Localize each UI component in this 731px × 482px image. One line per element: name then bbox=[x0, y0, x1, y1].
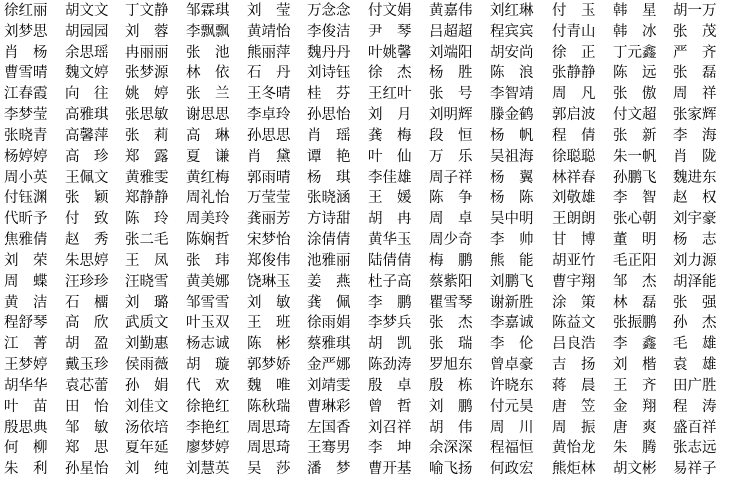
name-cell: 周美玲 bbox=[186, 211, 230, 228]
name-cell: 张志远 bbox=[673, 440, 717, 457]
name-cell: 王媛 bbox=[368, 190, 426, 207]
name-cell: 周少奇 bbox=[429, 232, 473, 249]
name-cell: 余深深 bbox=[429, 440, 473, 457]
name-cell: 王班 bbox=[247, 315, 305, 332]
name-cell: 徐红丽 bbox=[4, 3, 48, 19]
name-cell: 滕金鹤 bbox=[490, 107, 534, 124]
name-cell: 胡泽能 bbox=[673, 273, 717, 290]
name-cell: 熊炬林 bbox=[552, 461, 596, 478]
name-cell: 李嘉诚 bbox=[490, 315, 534, 332]
name-cell: 朱一帆 bbox=[613, 148, 657, 165]
name-cell: 张振鹏 bbox=[613, 315, 657, 332]
name-cell: 夏年延 bbox=[125, 440, 169, 457]
name-cell: 张二毛 bbox=[125, 232, 169, 249]
name-cell: 夏谦 bbox=[186, 148, 244, 165]
name-cell: 程舒琴 bbox=[4, 315, 48, 332]
name-cell: 丁元鑫 bbox=[613, 44, 657, 61]
name-cell: 曹雪晴 bbox=[4, 65, 48, 82]
name-cell: 刘莹 bbox=[247, 3, 305, 19]
name-cell: 武质文 bbox=[125, 315, 169, 332]
name-cell: 肖陇 bbox=[673, 148, 731, 165]
name-cell: 朱利 bbox=[4, 461, 62, 478]
name-cell: 孙星怡 bbox=[65, 461, 109, 478]
name-cell: 刘梦思 bbox=[4, 23, 48, 40]
name-cell: 焦雅倩 bbox=[4, 232, 48, 249]
name-cell: 盛百祥 bbox=[673, 419, 717, 436]
name-cell: 杨琪 bbox=[307, 169, 365, 186]
name-cell: 邹霖琪 bbox=[186, 3, 230, 19]
name-cell: 刘端阳 bbox=[429, 44, 473, 61]
name-cell: 殷栋 bbox=[429, 377, 487, 394]
name-cell: 陈浪 bbox=[490, 65, 548, 82]
name-cell: 胡冉 bbox=[368, 211, 426, 228]
name-cell: 杨帆 bbox=[490, 127, 548, 144]
name-cell: 徐聪聪 bbox=[552, 148, 596, 165]
name-cell: 王齐 bbox=[613, 377, 671, 394]
name-cell: 张晓涵 bbox=[307, 190, 351, 207]
name-cell: 万莹莹 bbox=[247, 190, 291, 207]
name-cell: 曾哲 bbox=[368, 398, 426, 415]
name-row bbox=[0, 458, 728, 482]
name-cell: 曹宇翔 bbox=[552, 273, 596, 290]
name-cell: 刘蓉 bbox=[125, 23, 183, 40]
name-cell: 付玉 bbox=[552, 3, 610, 19]
name-cell: 谢思思 bbox=[186, 107, 230, 124]
name-cell: 代欢 bbox=[186, 377, 244, 394]
name-cell: 池雅丽 bbox=[307, 252, 351, 269]
name-cell: 程倩 bbox=[552, 127, 610, 144]
name-cell: 刘明辉 bbox=[429, 107, 473, 124]
name-cell: 张兰 bbox=[186, 86, 244, 103]
name-cell: 杜子高 bbox=[368, 273, 412, 290]
name-cell: 余思瑶 bbox=[65, 44, 109, 61]
name-cell: 郭启波 bbox=[552, 107, 596, 124]
name-cell: 徐雨娟 bbox=[307, 315, 351, 332]
name-cell: 殷思典 bbox=[4, 419, 48, 436]
name-cell: 黄嘉伟 bbox=[429, 3, 473, 19]
name-cell: 许晓东 bbox=[490, 377, 534, 394]
name-cell: 李梦兵 bbox=[368, 315, 412, 332]
name-cell: 瞿雪琴 bbox=[429, 294, 473, 311]
name-cell: 黄靖怡 bbox=[247, 23, 291, 40]
name-cell: 龚佩 bbox=[307, 294, 365, 311]
name-cell: 赵权 bbox=[673, 190, 731, 207]
name-cell: 高馨萍 bbox=[65, 127, 109, 144]
name-cell: 张晓青 bbox=[4, 127, 48, 144]
name-cell: 周思琦 bbox=[247, 419, 291, 436]
name-cell: 姜燕 bbox=[307, 273, 365, 290]
name-cell: 万乐 bbox=[429, 148, 487, 165]
name-cell: 袁雄 bbox=[673, 357, 731, 374]
name-cell: 刘勤惠 bbox=[125, 336, 169, 353]
name-cell: 张瑞 bbox=[429, 336, 487, 353]
name-cell: 高琳 bbox=[186, 127, 244, 144]
name-cell: 刘鹏 bbox=[429, 398, 487, 415]
name-cell: 魏丹丹 bbox=[307, 44, 351, 61]
name-cell: 曾卓豪 bbox=[490, 357, 534, 374]
name-cell: 杨胜 bbox=[429, 65, 487, 82]
name-cell: 周祥 bbox=[673, 86, 731, 103]
name-cell: 王冬晴 bbox=[247, 86, 291, 103]
name-cell: 王红叶 bbox=[368, 86, 412, 103]
name-cell: 叶姚馨 bbox=[368, 44, 412, 61]
name-cell: 饶琳玉 bbox=[247, 273, 291, 290]
name-cell: 李卓玲 bbox=[247, 107, 291, 124]
name-cell: 陈秋瑞 bbox=[247, 398, 291, 415]
name-cell: 宋梦怡 bbox=[247, 232, 291, 249]
name-cell: 黄红梅 bbox=[186, 169, 230, 186]
name-cell: 石丹 bbox=[247, 65, 305, 82]
name-cell: 胡盈 bbox=[65, 336, 123, 353]
name-cell: 陈争 bbox=[429, 190, 487, 207]
name-cell: 刘佳文 bbox=[125, 398, 169, 415]
name-cell: 胡华华 bbox=[4, 377, 48, 394]
name-cell: 刘月 bbox=[368, 107, 426, 124]
name-cell: 蔡紫阳 bbox=[429, 273, 473, 290]
name-cell: 周子祥 bbox=[429, 169, 473, 186]
name-cell: 杨婷婷 bbox=[4, 148, 48, 165]
name-cell: 孙娟 bbox=[125, 377, 183, 394]
name-cell: 袁芯蕾 bbox=[65, 377, 109, 394]
name-cell: 肖黛 bbox=[247, 148, 305, 165]
name-cell: 董明 bbox=[613, 232, 671, 249]
name-cell: 肖杨 bbox=[4, 44, 62, 61]
name-cell: 郭梦娇 bbox=[247, 357, 291, 374]
name-cell: 陆倩倩 bbox=[368, 252, 412, 269]
name-cell: 桂芬 bbox=[307, 86, 365, 103]
name-cell: 蒋晨 bbox=[552, 377, 610, 394]
name-cell: 胡园园 bbox=[65, 23, 109, 40]
name-cell: 梅鹏 bbox=[429, 252, 487, 269]
name-cell: 刘红琳 bbox=[490, 3, 534, 19]
name-cell: 朱腾 bbox=[613, 440, 671, 457]
name-cell: 王骞男 bbox=[307, 440, 351, 457]
name-cell: 喻飞扬 bbox=[429, 461, 473, 478]
name-cell: 易祥子 bbox=[673, 461, 717, 478]
name-cell: 林祥春 bbox=[552, 169, 596, 186]
name-cell: 蔡雅琪 bbox=[307, 336, 351, 353]
name-cell: 江春霞 bbox=[4, 86, 48, 103]
name-cell: 刘力源 bbox=[673, 252, 717, 269]
name-cell: 杨陈 bbox=[490, 190, 548, 207]
name-cell: 谭艳 bbox=[307, 148, 365, 165]
name-cell: 熊能 bbox=[490, 252, 548, 269]
name-cell: 刘慧英 bbox=[186, 461, 230, 478]
name-cell: 叶苗 bbox=[4, 398, 62, 415]
name-cell: 林磊 bbox=[613, 294, 671, 311]
name-cell: 黄洁 bbox=[4, 294, 62, 311]
name-cell: 程涛 bbox=[673, 398, 731, 415]
name-cell: 刘宇豪 bbox=[673, 211, 717, 228]
name-cell: 陈玲 bbox=[125, 211, 183, 228]
name-cell: 胡璇 bbox=[186, 357, 244, 374]
name-cell: 涂策 bbox=[552, 294, 610, 311]
name-cell: 汤依培 bbox=[125, 419, 169, 436]
name-cell: 刘召祥 bbox=[368, 419, 412, 436]
name-cell: 孙鹏飞 bbox=[613, 169, 657, 186]
name-cell: 罗旭东 bbox=[429, 357, 473, 374]
name-cell: 李飘飘 bbox=[186, 23, 230, 40]
name-cell: 魏文婷 bbox=[65, 65, 109, 82]
name-cell: 徐正 bbox=[552, 44, 610, 61]
name-cell: 朱思婷 bbox=[65, 252, 109, 269]
name-cell: 魏进东 bbox=[673, 169, 717, 186]
name-cell: 郑思 bbox=[65, 440, 123, 457]
name-cell: 李伦 bbox=[490, 336, 548, 353]
name-cell: 潘梦 bbox=[307, 461, 365, 478]
name-cell: 郑露 bbox=[125, 148, 183, 165]
name-cell: 金严娜 bbox=[307, 357, 351, 374]
name-cell: 黄怡龙 bbox=[552, 440, 596, 457]
name-cell: 丁文静 bbox=[125, 3, 169, 19]
name-cell: 周凡 bbox=[552, 86, 610, 103]
name-cell: 张家辉 bbox=[673, 107, 717, 124]
name-cell: 李坤 bbox=[368, 440, 426, 457]
name-cell: 张茂 bbox=[673, 23, 731, 40]
name-cell: 魏唯 bbox=[247, 377, 305, 394]
name-cell: 李梦莹 bbox=[4, 107, 48, 124]
name-cell: 李俊洁 bbox=[307, 23, 351, 40]
name-cell: 韩星 bbox=[613, 3, 671, 19]
name-cell: 王凤 bbox=[125, 252, 183, 269]
name-cell: 胡亚竹 bbox=[552, 252, 596, 269]
name-cell: 谢新胜 bbox=[490, 294, 534, 311]
name-cell: 何政宏 bbox=[490, 461, 534, 478]
name-cell: 吴莎 bbox=[247, 461, 305, 478]
name-cell: 付青山 bbox=[552, 23, 596, 40]
name-cell: 邹敏 bbox=[65, 419, 123, 436]
name-cell: 张新 bbox=[613, 127, 671, 144]
name-cell: 李智靖 bbox=[490, 86, 534, 103]
name-cell: 付文娟 bbox=[368, 3, 412, 19]
name-cell: 张磊 bbox=[673, 65, 731, 82]
name-cell: 刘荣 bbox=[4, 252, 62, 269]
name-cell: 段恒 bbox=[429, 127, 487, 144]
name-cell: 吴中明 bbox=[490, 211, 534, 228]
name-cell: 王朗朗 bbox=[552, 211, 596, 228]
name-cell: 邹雪雪 bbox=[186, 294, 230, 311]
name-cell: 汪晓雪 bbox=[125, 273, 169, 290]
name-cell: 孙杰 bbox=[673, 315, 731, 332]
name-cell: 邹杰 bbox=[613, 273, 671, 290]
name-cell: 高雅琪 bbox=[65, 107, 109, 124]
name-cell: 汪珍珍 bbox=[65, 273, 109, 290]
name-cell: 甘博 bbox=[552, 232, 610, 249]
name-cell: 叶玉双 bbox=[186, 315, 230, 332]
name-cell: 张强 bbox=[673, 294, 731, 311]
name-cell: 张玮 bbox=[186, 252, 244, 269]
name-cell: 周礼怡 bbox=[186, 190, 230, 207]
name-cell: 吕超超 bbox=[429, 23, 473, 40]
name-cell: 李鑫 bbox=[613, 336, 671, 353]
name-cell: 孙思怡 bbox=[307, 107, 351, 124]
name-cell: 胡伟 bbox=[429, 419, 487, 436]
name-cell: 陈娴哲 bbox=[186, 232, 230, 249]
name-cell: 刘敬雄 bbox=[552, 190, 596, 207]
name-cell: 胡一万 bbox=[673, 3, 717, 19]
name-cell: 姚婷 bbox=[125, 86, 183, 103]
name-cell: 刘纯 bbox=[125, 461, 183, 478]
name-cell: 付致 bbox=[65, 211, 123, 228]
name-cell: 金翔 bbox=[613, 398, 671, 415]
name-cell: 张心朝 bbox=[613, 211, 657, 228]
name-cell: 张号 bbox=[429, 86, 487, 103]
name-cell: 涂倩倩 bbox=[307, 232, 351, 249]
name-cell: 吴祖海 bbox=[490, 148, 534, 165]
name-cell: 黄雅雯 bbox=[125, 169, 169, 186]
name-cell: 田广胜 bbox=[673, 377, 717, 394]
name-cell: 张杰 bbox=[429, 315, 487, 332]
name-cell: 周振 bbox=[552, 419, 610, 436]
name-cell: 李智 bbox=[613, 190, 671, 207]
name-cell: 李艳红 bbox=[186, 419, 230, 436]
name-cell: 林依 bbox=[186, 65, 244, 82]
name-cell: 张思敏 bbox=[125, 107, 169, 124]
name-cell: 石橊 bbox=[65, 294, 123, 311]
name-cell: 黄美娜 bbox=[186, 273, 230, 290]
name-cell: 孙思思 bbox=[247, 127, 291, 144]
name-cell: 侯雨薇 bbox=[125, 357, 169, 374]
name-cell: 付元昊 bbox=[490, 398, 534, 415]
name-cell: 向往 bbox=[65, 86, 123, 103]
name-cell: 熊丽萍 bbox=[247, 44, 291, 61]
name-cell: 陈劲涛 bbox=[368, 357, 412, 374]
name-cell: 戴玉珍 bbox=[65, 357, 109, 374]
name-cell: 吕良浩 bbox=[552, 336, 596, 353]
name-cell: 赵秀 bbox=[65, 232, 123, 249]
name-cell: 刘敏 bbox=[247, 294, 305, 311]
name-cell: 付文超 bbox=[613, 107, 657, 124]
name-cell: 程福恒 bbox=[490, 440, 534, 457]
name-cell: 田怡 bbox=[65, 398, 123, 415]
name-cell: 毛正阳 bbox=[613, 252, 657, 269]
name-cell: 殷卓 bbox=[368, 377, 426, 394]
name-cell: 代昕予 bbox=[4, 211, 48, 228]
name-cell: 万念念 bbox=[307, 3, 351, 19]
name-cell: 张池 bbox=[186, 44, 244, 61]
name-cell: 王佩文 bbox=[65, 169, 109, 186]
name-cell: 高珍 bbox=[65, 148, 123, 165]
name-cell: 李佳雄 bbox=[368, 169, 412, 186]
name-cell: 徐杰 bbox=[368, 65, 426, 82]
name-cell: 唐爽 bbox=[613, 419, 671, 436]
name-cell: 黄华玉 bbox=[368, 232, 412, 249]
name-cell: 李鹏 bbox=[368, 294, 426, 311]
name-cell: 高欣 bbox=[65, 315, 123, 332]
name-cell: 张梦源 bbox=[125, 65, 169, 82]
name-cell: 张傲 bbox=[613, 86, 671, 103]
name-cell: 郑俊伟 bbox=[247, 252, 291, 269]
name-cell: 吉扬 bbox=[552, 357, 610, 374]
name-cell: 胡文文 bbox=[65, 3, 109, 19]
name-cell: 肖瑶 bbox=[307, 127, 365, 144]
name-cell: 张静静 bbox=[552, 65, 596, 82]
name-cell: 刘诗钰 bbox=[307, 65, 351, 82]
name-cell: 尹琴 bbox=[368, 23, 426, 40]
name-cell: 曹开基 bbox=[368, 461, 412, 478]
name-cell: 唐笠 bbox=[552, 398, 610, 415]
name-cell: 李海 bbox=[673, 127, 731, 144]
name-cell: 周思琦 bbox=[247, 440, 291, 457]
name-cell: 周卓 bbox=[429, 211, 487, 228]
name-cell: 胡安尚 bbox=[490, 44, 534, 61]
name-cell: 周川 bbox=[490, 419, 548, 436]
name-cell: 王梦婷 bbox=[4, 357, 48, 374]
name-cell: 杨志 bbox=[673, 232, 731, 249]
name-cell: 龚梅 bbox=[368, 127, 426, 144]
name-cell: 刘鹏飞 bbox=[490, 273, 534, 290]
name-cell: 周蝶 bbox=[4, 273, 62, 290]
name-cell: 付钰渊 bbox=[4, 190, 48, 207]
name-cell: 胡文彬 bbox=[613, 461, 657, 478]
name-cell: 陈远 bbox=[613, 65, 671, 82]
name-cell: 龚丽芳 bbox=[247, 211, 291, 228]
name-cell: 叶仙 bbox=[368, 148, 426, 165]
name-cell: 杨翼 bbox=[490, 169, 548, 186]
name-cell: 何柳 bbox=[4, 440, 62, 457]
name-cell: 刘靖雯 bbox=[307, 377, 351, 394]
name-cell: 韩冰 bbox=[613, 23, 671, 40]
name-cell: 张莉 bbox=[125, 127, 183, 144]
name-cell: 毛雄 bbox=[673, 336, 731, 353]
name-cell: 刘璐 bbox=[125, 294, 183, 311]
name-cell: 曹琳彩 bbox=[307, 398, 351, 415]
name-cell: 严齐 bbox=[673, 44, 731, 61]
name-cell: 冉丽丽 bbox=[125, 44, 169, 61]
name-cell: 陈益文 bbox=[552, 315, 596, 332]
name-cell: 江菁 bbox=[4, 336, 62, 353]
name-cell: 刘楷 bbox=[613, 357, 671, 374]
name-cell: 陈彬 bbox=[247, 336, 305, 353]
name-cell: 杨志诚 bbox=[186, 336, 230, 353]
name-cell: 左国香 bbox=[307, 419, 351, 436]
name-cell: 郑静静 bbox=[125, 190, 169, 207]
name-cell: 方诗甜 bbox=[307, 211, 351, 228]
name-cell: 廖梦婷 bbox=[186, 440, 230, 457]
name-cell: 程宾宾 bbox=[490, 23, 534, 40]
name-cell: 徐艳红 bbox=[186, 398, 230, 415]
name-cell: 周小英 bbox=[4, 169, 48, 186]
name-cell: 郭雨晴 bbox=[247, 169, 291, 186]
name-cell: 李帅 bbox=[490, 232, 548, 249]
name-cell: 胡凯 bbox=[368, 336, 426, 353]
name-cell: 张颖 bbox=[65, 190, 123, 207]
